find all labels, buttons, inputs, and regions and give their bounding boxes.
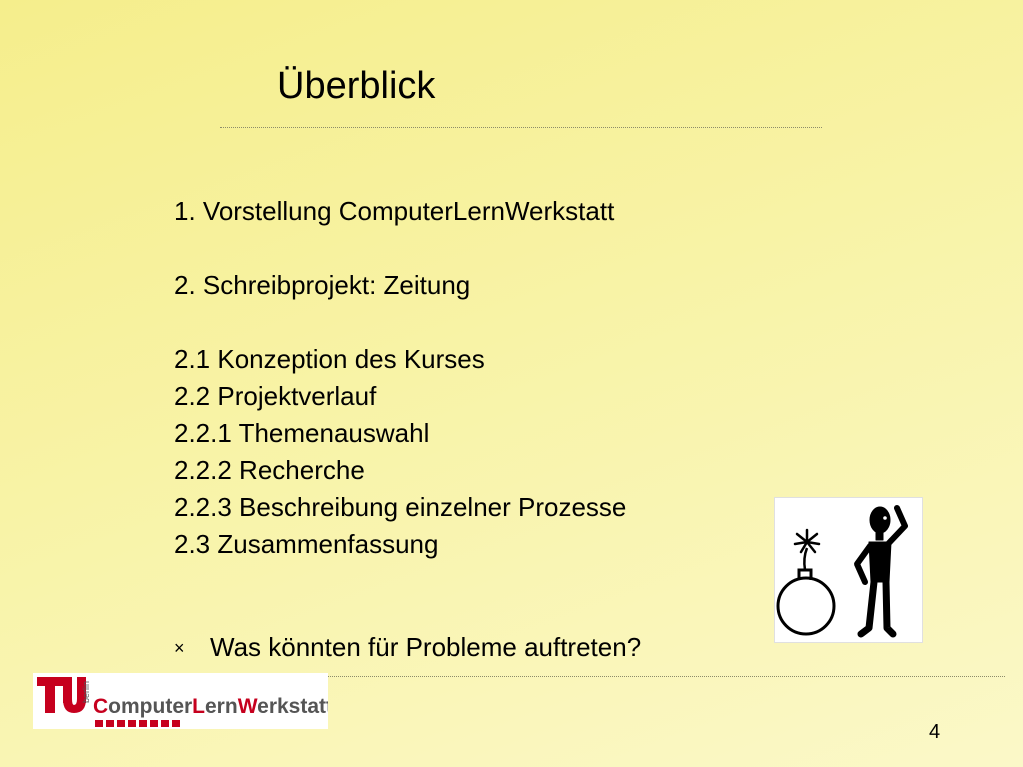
- bomb-and-puzzled-person-icon: [774, 497, 923, 643]
- logo-square-row: [95, 720, 180, 727]
- x-bullet-icon: ×: [174, 638, 185, 658]
- question-text: Was könnten für Probleme auftreten?: [210, 632, 642, 662]
- agenda-item: 2.3 Zusammenfassung: [174, 529, 439, 559]
- agenda-item: 2.2.1 Themenauswahl: [174, 418, 430, 448]
- title-divider: [220, 127, 822, 128]
- agenda-list: [174, 193, 626, 563]
- agenda-item: 2.2 Projektverlauf: [174, 381, 377, 411]
- agenda-item: 1. Vorstellung ComputerLernWerkstatt: [174, 196, 615, 226]
- page-number: 4: [929, 721, 941, 743]
- tu-berlin-mark-icon: [37, 677, 86, 713]
- agenda-item: 2.2.3 Beschreibung einzelner Prozesse: [174, 492, 627, 522]
- clipart-drawing: [775, 498, 922, 642]
- slide-title: Überblick: [277, 65, 436, 107]
- agenda-item: 2.2.2 Recherche: [174, 455, 365, 485]
- agenda-item: 2. Schreibprojekt: Zeitung: [174, 270, 471, 300]
- logo-berlin-text: berlin: [81, 680, 91, 703]
- logo-wordmark: ComputerLernWerkstatt: [93, 695, 328, 718]
- agenda-item: 2.1 Konzeption des Kurses: [174, 344, 485, 374]
- agenda-spacer: [174, 304, 626, 341]
- question-line: [174, 629, 641, 667]
- logo-graphic: [33, 673, 328, 729]
- agenda-spacer: [174, 230, 626, 267]
- computerlernwerkstatt-logo: [33, 673, 328, 729]
